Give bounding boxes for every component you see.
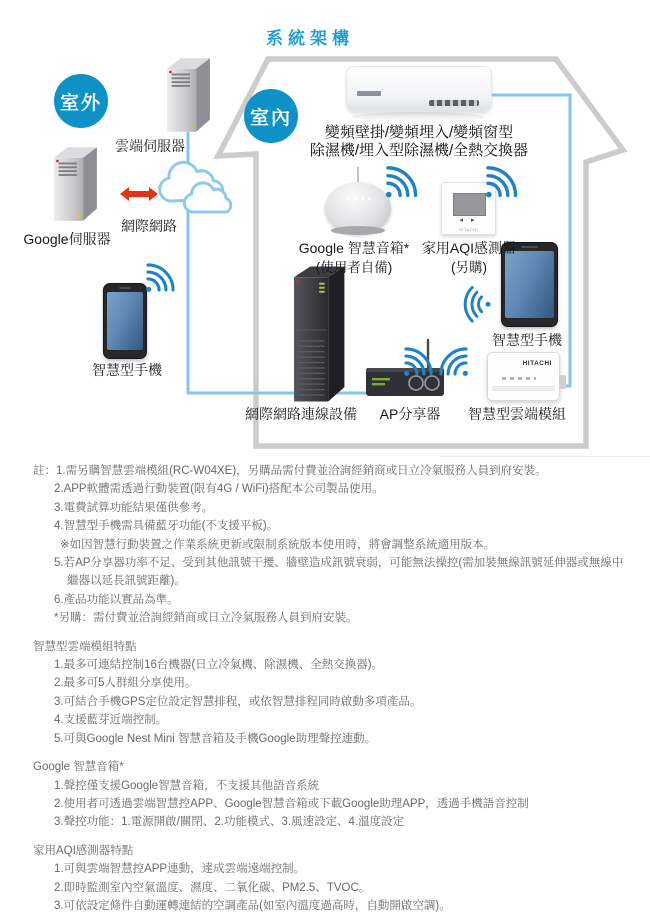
aqi-buttons: ◂ ▸ xyxy=(459,217,478,224)
speaker-cable xyxy=(357,167,359,183)
aqi-features-section xyxy=(33,842,633,915)
speaker-led xyxy=(354,197,357,200)
aqi-label-line2: (另購) xyxy=(451,260,487,275)
speaker-base xyxy=(331,226,385,235)
aqi-features-heading: 家用AQI感測器特點 xyxy=(33,844,134,857)
indoor-badge xyxy=(244,89,298,143)
feature-item: 2.使用者可透過雲端智慧控APP、Google智慧音箱或下載Google助理APP，透過手機語音控制 xyxy=(54,797,529,810)
phone-left-label: 智慧型手機 xyxy=(92,362,162,378)
wifi-icon xyxy=(457,285,495,323)
notes-section xyxy=(33,462,633,915)
module-connector xyxy=(559,375,566,389)
cloud-icon xyxy=(155,160,240,216)
note-item: ※如因智慧行動裝置之作業系統更新或限制系統版本使用時，將會調整系統適用版本。 xyxy=(60,538,496,551)
cloud-server-label: 雲端伺服器 xyxy=(115,138,185,154)
ac-unit xyxy=(346,66,492,112)
note-item: 1.需另購智慧雲端模組(RC-W04XE)，另購品需付費並洽詢經銷商或日立冷氣服務人員到府安裝。 xyxy=(56,465,547,477)
indoor-badge-label: 室內 xyxy=(249,107,292,129)
feature-item: 5.可與Google Nest Mini 智慧音箱及手機Google助理聲控連動。 xyxy=(54,732,377,745)
ac-logo xyxy=(357,91,381,96)
note-line xyxy=(33,462,633,480)
outdoor-badge-label: 室外 xyxy=(59,92,102,114)
feature-item: 1.聲控僅支援Google智慧音箱，不支援其他語音系統 xyxy=(54,779,320,792)
module-features-heading: 智慧型雲端模組特點 xyxy=(33,640,137,653)
phone-speaker-slot xyxy=(119,287,132,289)
speaker-features-section xyxy=(33,758,633,832)
feature-item: 3.可結合手機GPS定位設定智慧排程，或依智慧排程同時啟動多項產品。 xyxy=(54,695,422,708)
note-item: 5.若AP分享器功率不足、受到其他訊號干擾、牆壁造成訊號衰弱，可能無法操控(需加裝無線訊號延伸器或無線中繼器以延長訊號距離)。 xyxy=(54,557,624,588)
feature-item: 2.最多可5人群組分享使用。 xyxy=(54,677,197,690)
ac-label-line2: 除濕機/埋入型除濕機/全熱交換器 xyxy=(309,142,529,159)
internet-label: 網際網路 xyxy=(121,218,177,234)
divider xyxy=(440,456,650,457)
phone-screen xyxy=(107,292,143,350)
module-indicators xyxy=(502,377,536,380)
module-brand-label: HITACHI xyxy=(522,360,552,367)
module-features-section xyxy=(33,638,633,748)
phone-right-label: 智慧型手機 xyxy=(492,332,562,348)
note-prefix: 註： xyxy=(33,465,56,477)
module-groove xyxy=(492,386,555,391)
internet-device-icon xyxy=(294,266,348,402)
feature-item: 1.最多可連結控制16台機器(日立冷氣機、除濕機、全熱交換器)。 xyxy=(54,659,384,672)
feature-item: 3.可依設定條件自動運轉連結的空調產品(如室內溫度過高時，自動開啟空調)。 xyxy=(54,899,451,912)
cloud-module-label: 智慧型雲端模組 xyxy=(468,406,566,422)
outdoor-badge xyxy=(54,74,108,128)
aqi-label-line1: 家用AQI感測器 xyxy=(421,240,517,256)
speaker-label-line1: Google 智慧音箱* xyxy=(298,240,410,256)
speaker-led xyxy=(347,197,350,200)
note-item: *另購：需付費並洽詢經銷商或日立冷氣服務人員到府安裝。 xyxy=(54,612,358,625)
cloud-server-icon xyxy=(167,56,213,134)
note-item: 6.產品功能以實品為準。 xyxy=(54,593,179,606)
speaker-led xyxy=(361,197,364,200)
ac-label-line1: 變頻壁掛/變頻埋入/變頻窗型 xyxy=(324,124,514,141)
speaker-features-heading: Google 智慧音箱* xyxy=(33,761,124,774)
feature-item: 3.聲控功能：1.電源開啟/關閉、2.功能模式、3.風速設定、4.溫度設定 xyxy=(54,816,405,829)
note-item: 2.APP軟體需透過行動裝置(限有4G / WiFi)搭配本公司製品使用。 xyxy=(54,483,384,496)
note-item: 3.電費試算功能結果僅供參考。 xyxy=(54,501,214,514)
page-title: 系統架構 xyxy=(266,29,354,48)
ap-router-label: AP分享器 xyxy=(379,406,441,422)
speaker-led xyxy=(368,197,371,200)
cloud-module xyxy=(487,352,560,401)
speaker-label-line2: (使用者自備) xyxy=(315,260,393,275)
google-server-label: Google伺服器 xyxy=(23,231,111,247)
internet-device-label: 網際網路連線設備 xyxy=(245,406,357,422)
smartphone-left xyxy=(103,283,147,359)
feature-item: 1.可與雲端智慧控APP連動，達成雲端遠端控制。 xyxy=(54,863,306,876)
sync-arrow-icon xyxy=(120,185,158,203)
ac-vent xyxy=(429,100,479,106)
aqi-brand-label: HITACHI xyxy=(458,227,479,232)
feature-item: 4.支援藍芽近端控制。 xyxy=(54,714,168,727)
feature-item: 2.即時監測室內空氣溫度、濕度、二氧化碳、PM2.5、TVOC。 xyxy=(54,881,371,894)
note-item: 4.智慧型手機需具備藍牙功能(不支援平板)。 xyxy=(54,520,279,533)
